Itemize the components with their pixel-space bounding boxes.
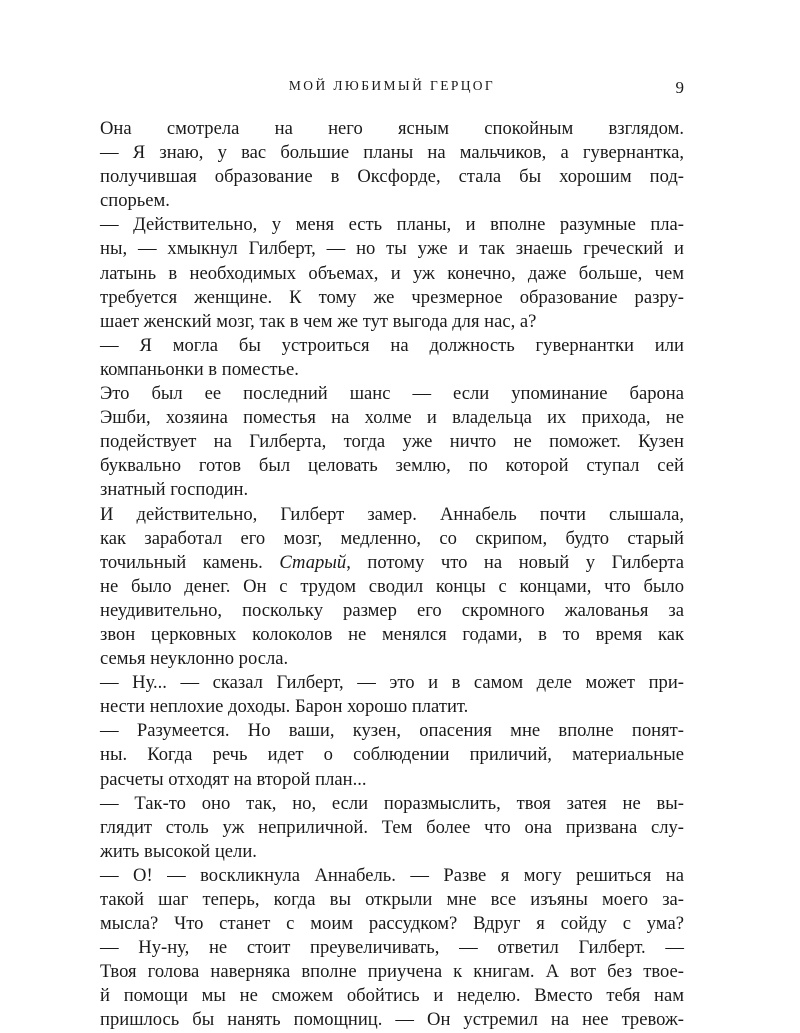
italic-line-after: , потому что на новый у Гилберта xyxy=(346,551,684,573)
text-line: не было денег. Он с трудом сводил концы с концами, что было xyxy=(100,575,684,597)
text-line: И действительно, Гилберт замер. Аннабель почти слышала, xyxy=(100,503,684,525)
text-line: пришлось бы нанять помощниц. — Он устремил на нее тревож- xyxy=(100,1009,684,1031)
text-line: нести неплохие доходы. Барон хорошо платит. xyxy=(100,696,469,718)
text-line: й помощи мы не сможем обойтись и неделю. Вместо тебя нам xyxy=(100,985,684,1007)
italic-word: Старый xyxy=(279,551,347,573)
text-line: жить высокой цели. xyxy=(100,840,257,862)
text-line: спорьем. xyxy=(100,190,170,212)
text-line: требуется женщине. К тому же чрезмерное образование разру- xyxy=(100,286,684,308)
body-text xyxy=(100,117,684,1033)
text-line: — Ну-ну, не стоит преувеличивать, — ответил Гилберт. — xyxy=(100,937,684,959)
page-number: 9 xyxy=(675,78,684,97)
running-title: МОЙ ЛЮБИМЫЙ ГЕРЦОГ xyxy=(288,78,496,93)
text-line: — Действительно, у меня есть планы, и вполне разумные пла- xyxy=(100,214,684,236)
text-line: получившая образование в Оксфорде, стала бы хорошим под- xyxy=(100,166,684,188)
text-line: — Я могла бы устроиться на должность гувернантки или xyxy=(100,334,684,356)
text-line-italic xyxy=(100,551,684,575)
text-line: латынь в необходимых объемах, и уж конечно, даже больше, чем xyxy=(100,262,684,284)
text-line: — Я знаю, у вас большие планы на мальчиков, а гувернантка, xyxy=(100,142,684,164)
text-line: компаньонки в поместье. xyxy=(100,358,299,380)
text-line: подействует на Гилберта, тогда уже ничто не поможет. Кузен xyxy=(100,431,684,453)
text-line: буквально готов был целовать землю, по которой ступал сей xyxy=(100,455,684,477)
text-line: — Разумеется. Но ваши, кузен, опасения мне вполне понят- xyxy=(100,720,684,742)
text-line: — Ну... — сказал Гилберт, — это и в самом деле может при- xyxy=(100,672,684,694)
text-line: шает женский мозг, так в чем же тут выгода для нас, а? xyxy=(100,310,537,332)
text-line: расчеты отходят на второй план... xyxy=(100,768,367,790)
text-line: глядит столь уж неприличной. Тем более что она призвана слу- xyxy=(100,816,684,838)
text-line: Она смотрела на него ясным спокойным взглядом. xyxy=(100,118,684,139)
running-head xyxy=(100,76,684,100)
text-line: ны. Когда речь идет о соблюдении приличий, материальные xyxy=(100,744,684,766)
text-line: звон церковных колоколов не менялся годами, в то время как xyxy=(100,623,684,645)
text-line: — О! — воскликнула Аннабель. — Разве я могу решиться на xyxy=(100,864,684,886)
text-line: Это был ее последний шанс — если упоминание барона xyxy=(100,383,684,405)
text-line: ны, — хмыкнул Гилберт, — но ты уже и так знаешь греческий и xyxy=(100,238,684,260)
text-line: Эшби, хозяина поместья на холме и владельца их прихода, не xyxy=(100,407,684,429)
text-line: знатный господин. xyxy=(100,479,249,501)
text-line: — Так-то оно так, но, если поразмыслить, твоя затея не вы- xyxy=(100,792,684,814)
text-line: неудивительно, поскольку размер его скромного жалованья за xyxy=(100,599,684,621)
italic-line-before: точильный камень. xyxy=(100,551,280,573)
text-line: семья неуклонно росла. xyxy=(100,648,289,670)
text-line: как заработал его мозг, медленно, со скрипом, будто старый xyxy=(100,527,684,549)
text-line: мысла? Что станет с моим рассудком? Вдруг я сойду с ума? xyxy=(100,913,684,935)
text-line: такой шаг теперь, когда вы открыли мне все изъяны моего за- xyxy=(100,889,684,910)
text-line: Твоя голова наверняка вполне приучена к книгам. А вот без твое- xyxy=(100,961,684,983)
